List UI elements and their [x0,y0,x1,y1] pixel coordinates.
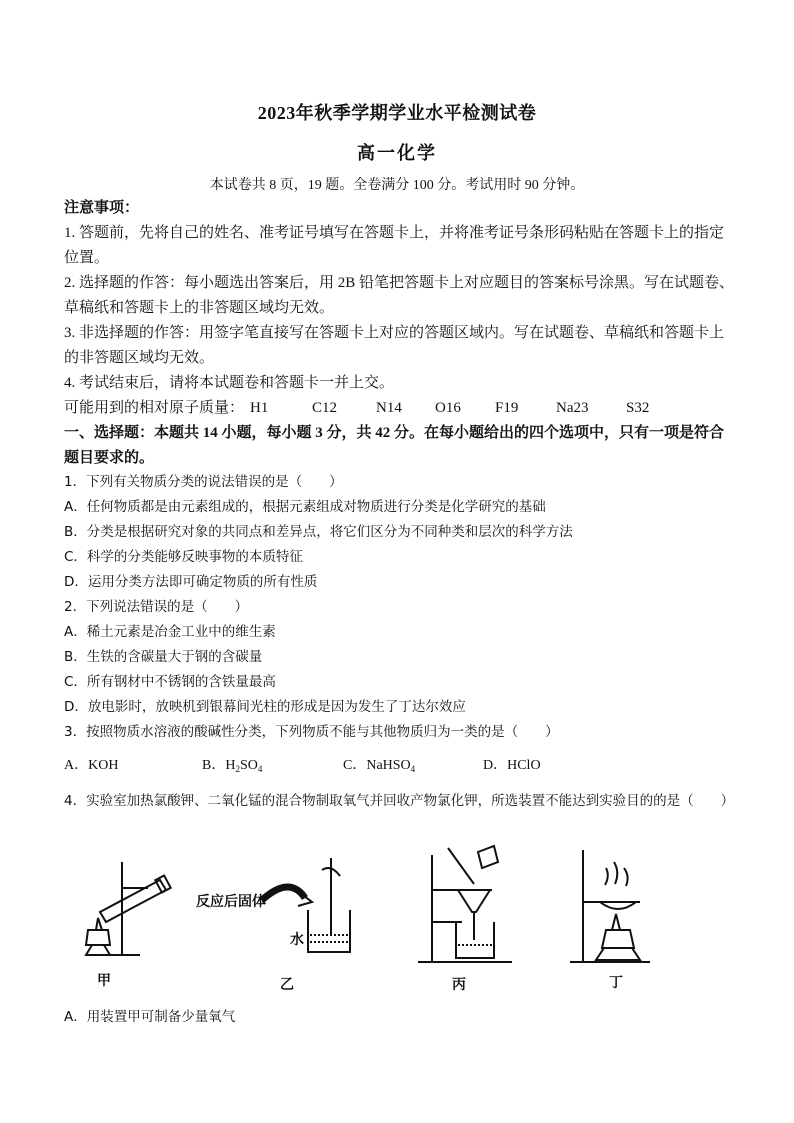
notes-heading: 注意事项： [64,200,140,216]
label-solid-after-reaction: 反应后固体 [196,894,266,910]
atomic-mass-s: S32 [626,400,650,416]
q1-option-b: B．分类是根据研究对象的共同点和差异点，将它们区分为不同种类和层次的科学方法 [64,524,573,540]
apparatus-yi [262,858,350,952]
note-4: 4. 考试结束后，请将本试题卷和答题卡一并上交。 [64,375,395,391]
q3-option-c-prefix: C．NaHSO [343,758,411,773]
note-3: 3. 非选择题的作答：用签字笔直接写在答题卡上对应的答题区域内。写在试题卷、草稿纸和答题卡上的非答题区域均无效。 [64,325,725,366]
note-2: 2. 选择题的作答：每小题选出答案后，用 2B 铅笔把答题卡上对应题目的答案标号涂黑。写在试题卷、草稿纸和答题卡上的非答题区域均无效。 [64,275,735,316]
q3-option-b-prefix: B．H [202,758,236,773]
q2-option-b: B．生铁的含碳量大于钢的含碳量 [64,649,263,665]
q3-option-b [202,754,262,774]
apparatus-jia [86,862,171,955]
q3-option-b-sub2: 4 [257,764,263,774]
label-jia: 甲 [97,973,111,989]
exam-subject: 高一化学 [357,143,437,163]
q1-option-a: A．任何物质都是由元素组成的，根据元素组成对物质进行分类是化学研究的基础 [64,499,546,515]
q3-option-a: A．KOH [64,758,119,773]
q1-option-d: D．运用分类方法即可确定物质的所有性质 [64,574,318,590]
label-bing: 丙 [452,977,466,993]
q1-stem: 1．下列有关物质分类的说法错误的是（ ） [64,474,343,490]
label-yi: 乙 [280,977,294,993]
apparatus-ding [570,850,650,962]
atomic-mass-f: F19 [495,400,519,416]
apparatus-drawing [0,842,794,1002]
q1-option-c: C．科学的分类能够反映事物的本质特征 [64,549,303,565]
atomic-masses-line [64,396,736,421]
q3-option-c-sub: 4 [410,764,416,774]
apparatus-bing [418,846,512,962]
q4-stem: 4．实验室加热氯酸钾、二氧化锰的混合物制取氧气并回收产物氯化钾，所选装置不能达到实验目的的是（ ） [64,793,735,809]
atomic-mass-c: C12 [312,400,338,416]
q4-option-a: A．用装置甲可制备少量氧气 [64,1009,236,1025]
q2-option-c: C．所有钢材中不锈钢的含铁量最高 [64,674,276,690]
q3-option-d: D．HClO [483,758,541,773]
atomic-mass-n: N14 [376,400,402,416]
atomic-mass-o: O16 [435,400,461,416]
q4-apparatus-figure [0,842,794,1002]
atomic-mass-h: H1 [250,400,269,416]
label-water: 水 [290,932,304,948]
atomic-mass-na: Na23 [556,400,589,416]
q3-stem: 3．按照物质水溶液的酸碱性分类，下列物质不能与其他物质归为一类的是（ ） [64,724,559,740]
q2-option-d: D．放电影时，放映机到银幕间光柱的形成是因为发生了丁达尔效应 [64,699,466,715]
label-ding: 丁 [609,975,623,991]
note-1: 1. 答题前，先将自己的姓名、准考证号填写在答题卡上，并将准考证号条形码粘贴在答题卡上的指定位置。 [64,225,725,266]
q2-option-a: A．稀土元素是冶金工业中的维生素 [64,624,276,640]
q3-option-b-sub1: 2 [235,764,240,774]
q3-option-c [343,754,415,774]
section-1-heading: 一、选择题：本题共 14 小题，每小题 3 分，共 42 分。在每小题给出的四个选项中，只有一项是符合题目要求的。 [64,425,725,466]
atomic-masses-label: 可能用到的相对原子质量： [64,400,245,416]
exam-intro: 本试卷共 8 页，19 题。全卷满分 100 分。考试用时 90 分钟。 [209,178,585,193]
exam-title: 2023年秋季学期学业水平检测试卷 [257,103,537,123]
q3-option-b-mid: SO [239,758,258,773]
q2-stem: 2．下列说法错误的是（ ） [64,599,249,615]
